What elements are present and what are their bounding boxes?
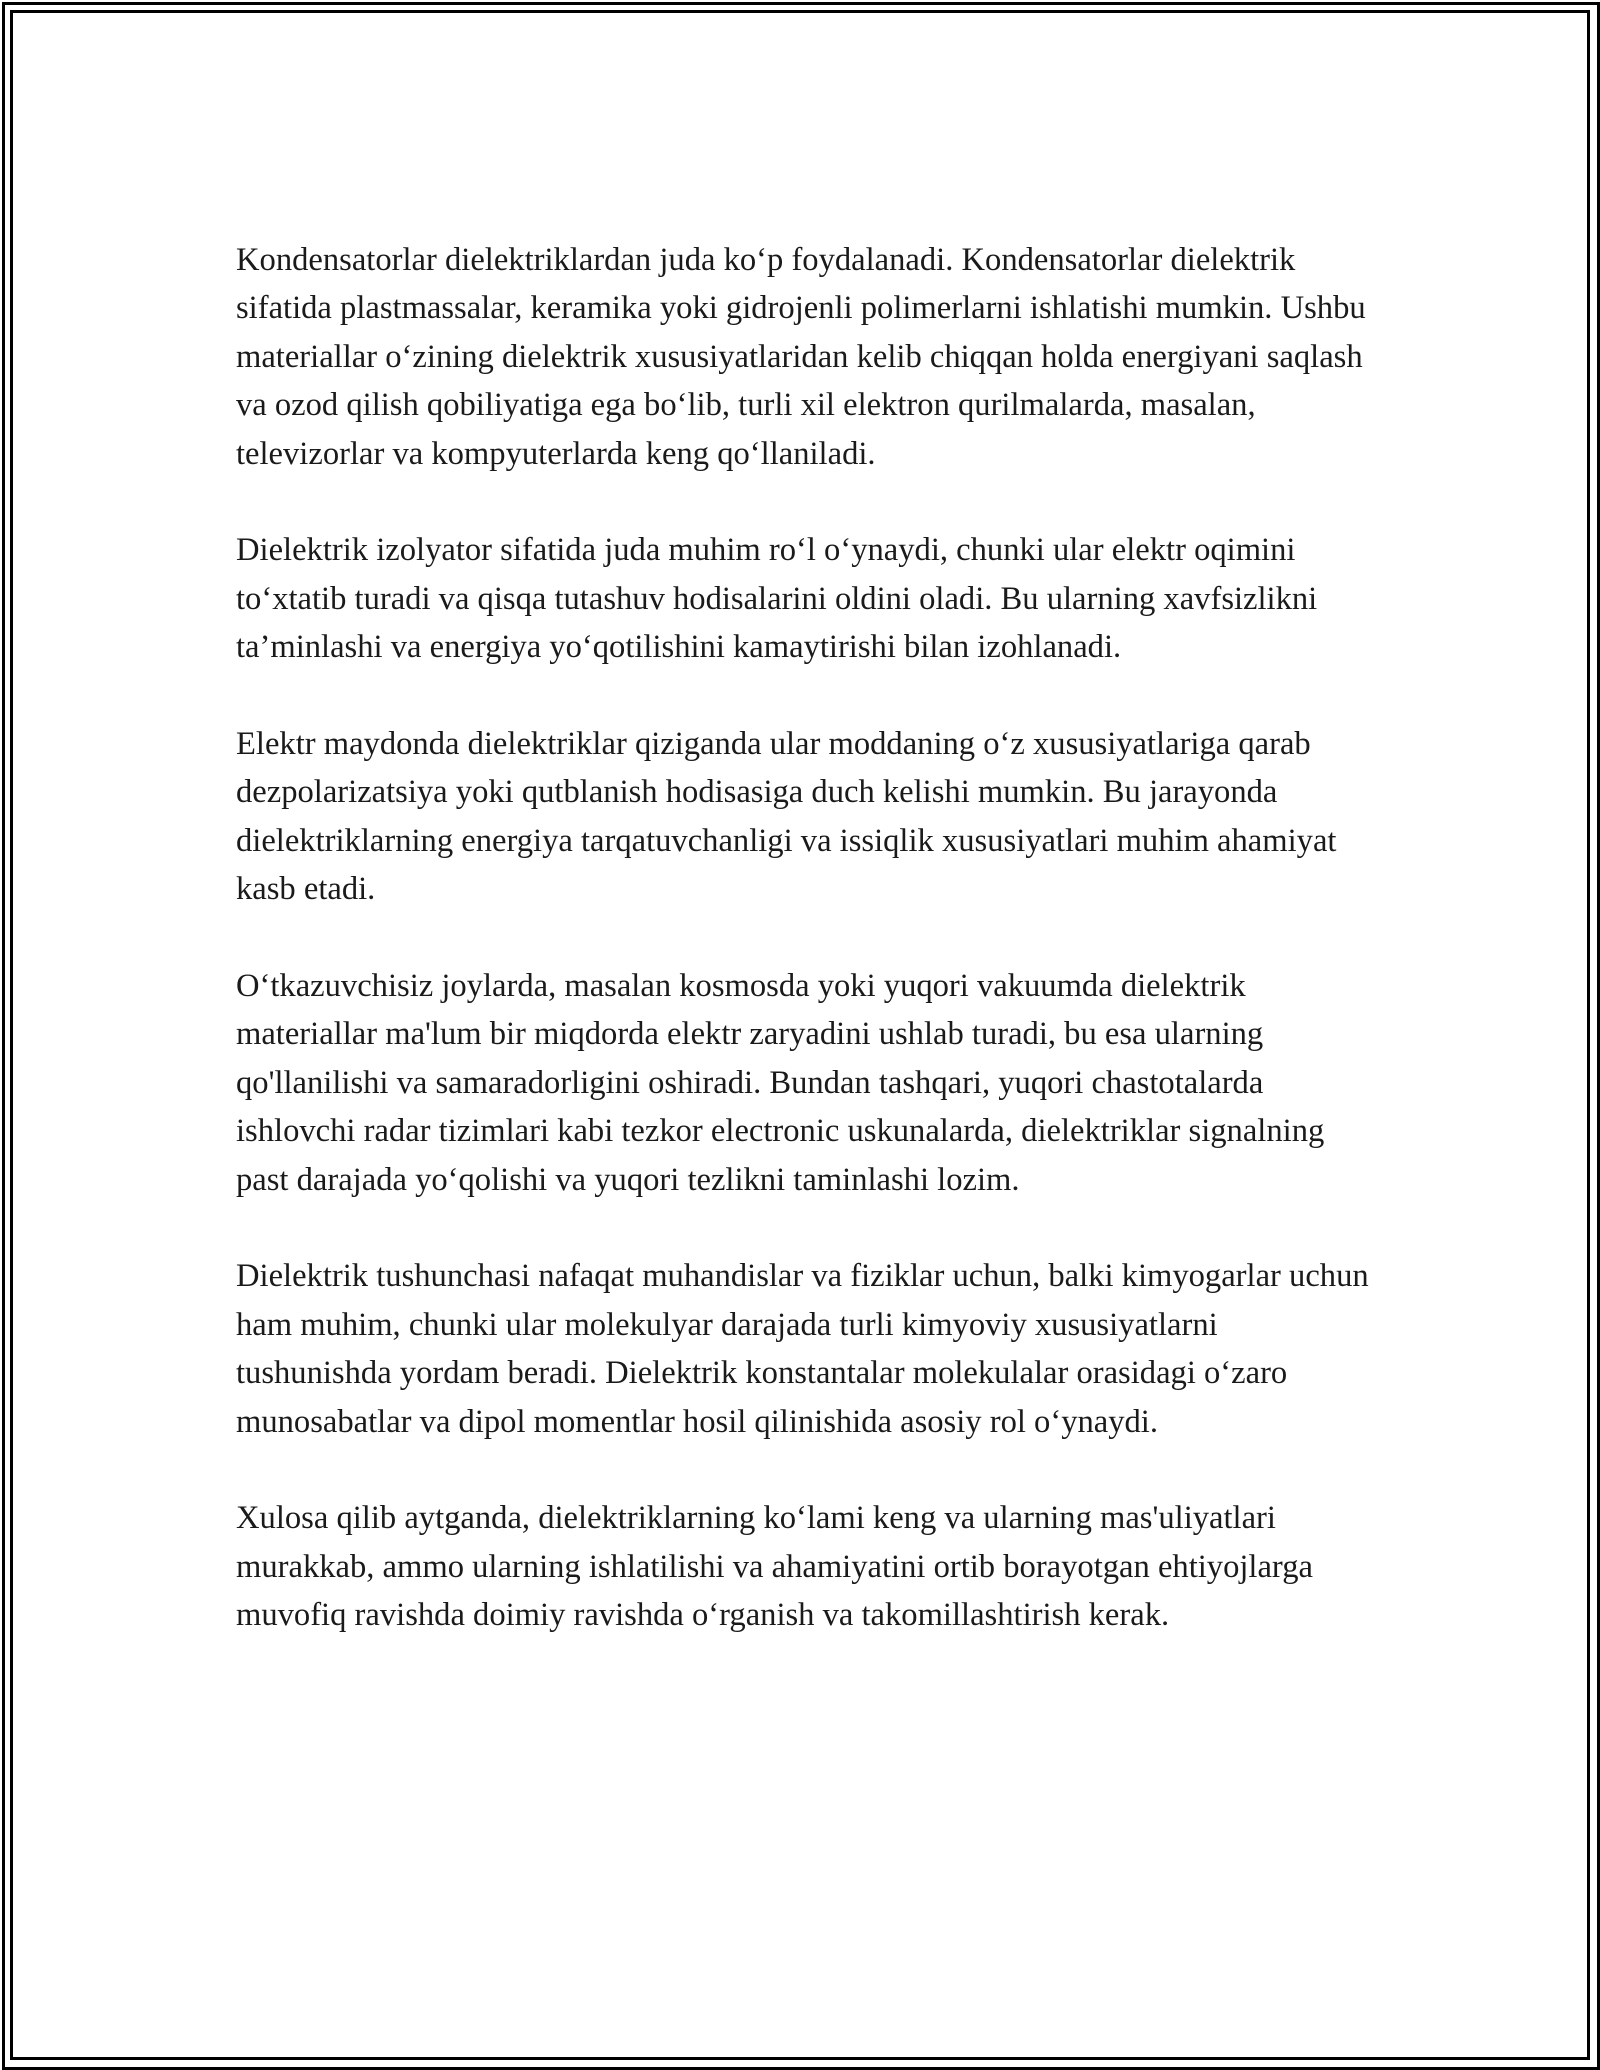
paragraph-vacuum: O‘tkazuvchisiz joylarda, masalan kosmosda yoki yuqori vakuumda dielektrik materiallar ma'lum bir miqdorda elektr zaryadini ushlab turadi, bu esa ularning qo'llanilishi va samaradorligini oshiradi. Bundan tashqari, yuqori chastotalarda ishlovchi radar tizimlari kabi tezkor electronic uskunalarda, dielektriklar signalning past darajada yo‘qolishi va yuqori tezlikni taminlashi lozim. [236,968,1325,1198]
document-body [236,236,1370,1640]
paragraph-conclusion: Xulosa qilib aytganda, dielektriklarning ko‘lami keng va ularning mas'uliyatlari murakkab, ammo ularning ishlatilishi va ahamiyatini ortib borayotgan ehtiyojlarga muvofiq ravishda doimiy ravishda o‘rganish va takomillashtirish kerak. [236,1500,1313,1634]
paragraph-insulator: Dielektrik izolyator sifatida juda muhim ro‘l o‘ynaydi, chunki ular elektr oqimini to‘xtatib turadi va qisqa tutashuv hodisalarini oldini oladi. Bu ularning xavfsizlikni ta’minlashi va energiya yo‘qotilishini kamaytirishi bilan izohlanadi. [236,532,1318,666]
paragraph-dielectric-concept: Dielektrik tushunchasi nafaqat muhandislar va fiziklar uchun, balki kimyogarlar uchun ham muhim, chunki ular molekulyar darajada turli kimyoviy xususiyatlarni tushunishda yordam beradi. Dielektrik konstantalar molekulalar orasidagi o‘zaro munosabatlar va dipol momentlar hosil qilinishida asosiy rol o‘ynaydi. [236,1258,1369,1440]
paragraph-capacitors: Kondensatorlar dielektriklardan juda ko‘p foydalanadi. Kondensatorlar dielektrik sifatida plastmassalar, keramika yoki gidrojenli polimerlarni ishlatishi mumkin. Ushbu materiallar o‘zining dielektrik xususiyatlaridan kelib chiqqan holda energiyani saqlash va ozod qilish qobiliyatiga ega bo‘lib, turli xil elektron qurilmalarda, masalan, televizorlar va kompyuterlarda keng qo‘llaniladi. [236,242,1366,472]
paragraph-electric-field: Elektr maydonda dielektriklar qiziganda ular moddaning o‘z xususiyatlariga qarab dezpolarizatsiya yoki qutblanish hodisasiga duch kelishi mumkin. Bu jarayonda dielektriklarning energiya tarqatuvchanligi va issiqlik xususiyatlari muhim ahamiyat kasb etadi. [236,726,1337,908]
